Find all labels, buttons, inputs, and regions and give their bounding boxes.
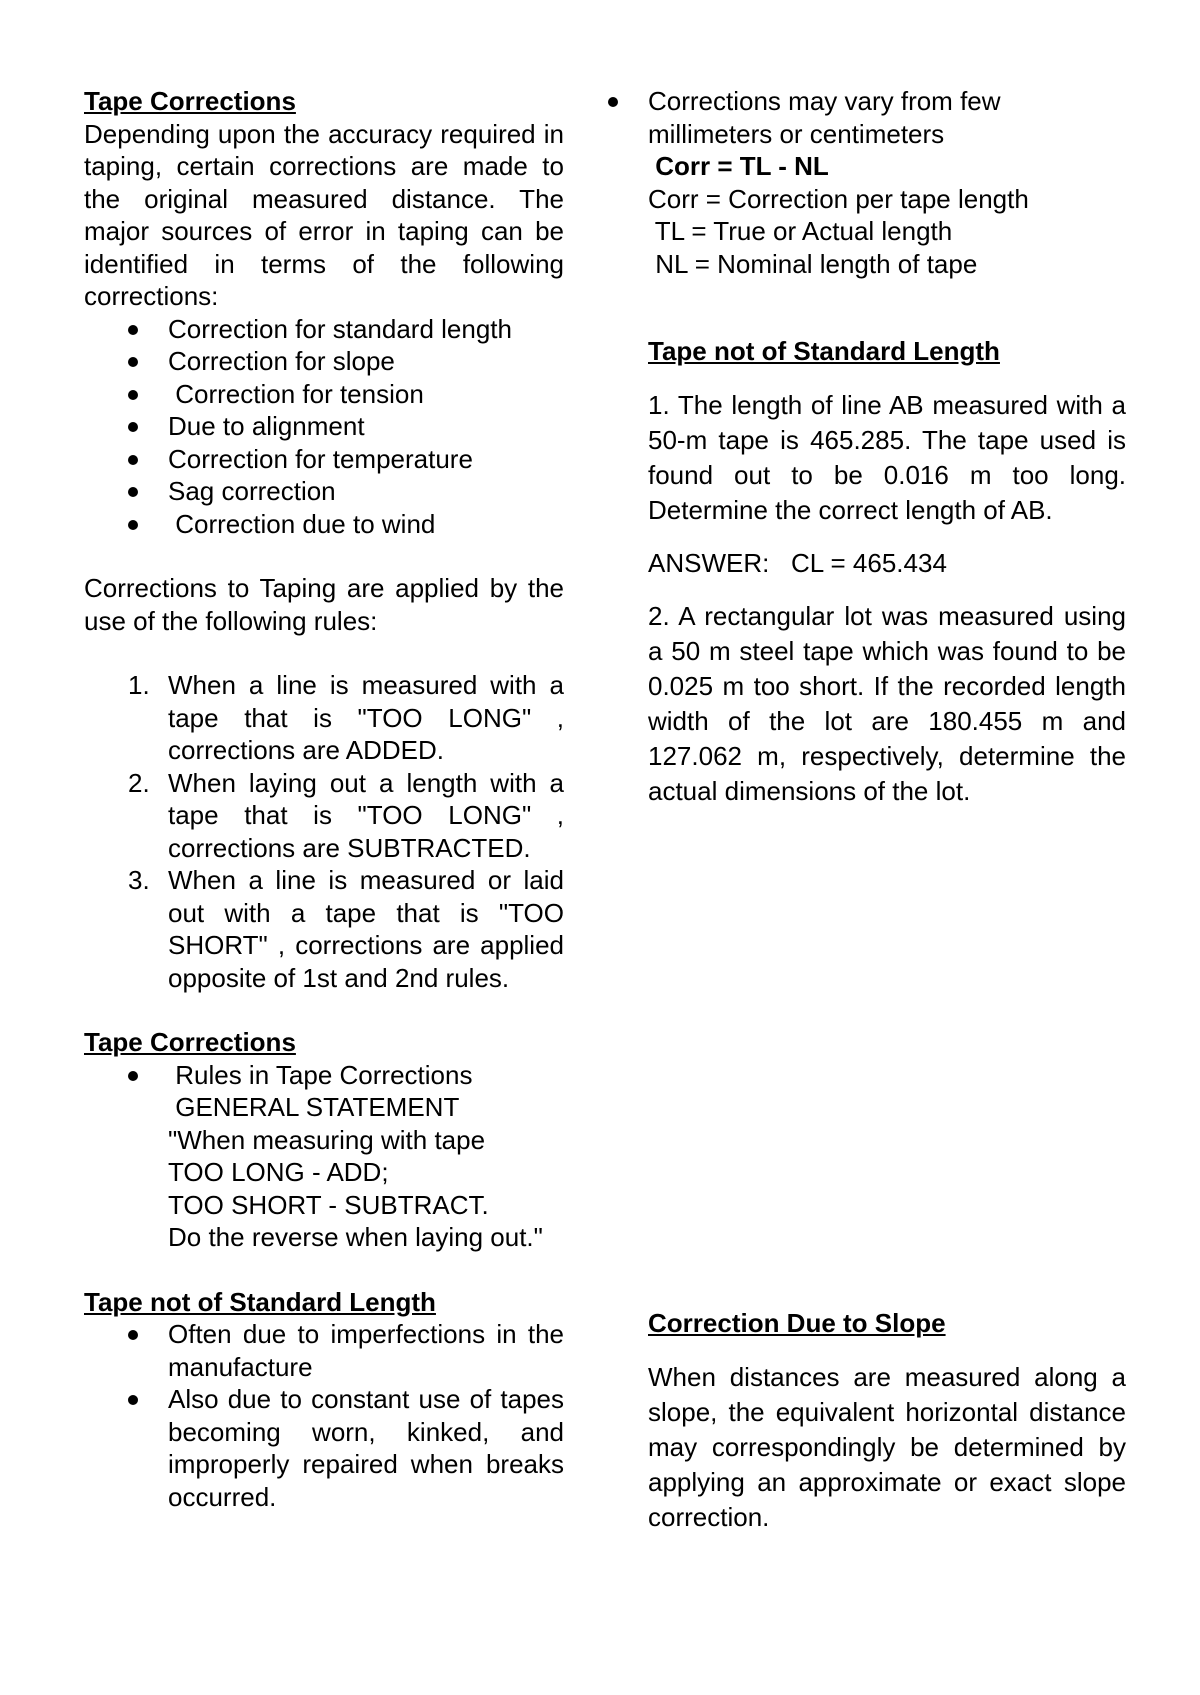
list-item: Often due to imperfections in the manufacture: [84, 1318, 564, 1383]
list-item: [84, 864, 564, 994]
general-statement: GENERAL STATEMENT: [168, 1092, 460, 1122]
left-column: [84, 85, 564, 1513]
rules-intro: Corrections to Taping are applied by the use of the following rules:: [84, 573, 564, 636]
rules-list: [84, 669, 564, 994]
list-item: [564, 85, 1126, 150]
list-item: Correction due to wind: [84, 508, 564, 541]
heading-tape-corrections-2: Tape Corrections: [84, 1027, 296, 1057]
right-column: [648, 85, 1126, 809]
standard-length-list: [84, 1318, 564, 1513]
heading-tape-corrections: Tape Corrections: [84, 86, 296, 116]
problem-1: 1. The length of line AB measured with a 50-m tape is 465.285. The tape used is found out to be 0.016 m too long. Determine the correct length of AB.: [648, 389, 1126, 525]
list-item: [84, 669, 564, 767]
formula: Corr = TL - NL: [648, 151, 829, 181]
list-item: Correction for temperature: [84, 443, 564, 476]
quote-line: Do the reverse when laying out.": [168, 1222, 543, 1252]
rules-bullet-list: [84, 1059, 564, 1092]
definition-nl: NL = Nominal length of tape: [648, 248, 978, 279]
answer-1: ANSWER: CL = 465.434: [648, 547, 947, 578]
quote-line: "When measuring with tape: [168, 1124, 486, 1155]
list-item: Sag correction: [84, 475, 564, 508]
quote-line: TOO SHORT - SUBTRACT.: [168, 1189, 489, 1220]
intro-paragraph: Depending upon the accuracy required in taping, certain corrections are made to the original measured distance. The major sources of error in taping can be identified in terms of the following corrections:: [84, 118, 564, 311]
quote-line: TOO LONG - ADD;: [168, 1157, 389, 1187]
heading-tape-not-standard-right: Tape not of Standard Length: [648, 336, 1000, 366]
rule-number: 3.: [128, 865, 150, 895]
rule-number: 2.: [128, 767, 150, 798]
slope-paragraph: When distances are measured along a slope, the equivalent horizontal distance may correspondingly be determined by applying an approximate or exact slope correction.: [648, 1361, 1126, 1532]
rule-text: When laying out a length with a tape that is "TOO LONG" , corrections are SUBTRACTED.: [168, 767, 564, 863]
rule-number: 1.: [128, 670, 150, 700]
heading-tape-not-standard: Tape not of Standard Length: [84, 1286, 436, 1317]
list-item: Correction for tension: [84, 378, 564, 411]
definition-corr: Corr = Correction per tape length: [648, 183, 1029, 214]
definition-tl: TL = True or Actual length: [648, 216, 953, 246]
rule-text: When a line is measured with a tape that is "TOO LONG" , corrections are ADDED.: [168, 670, 564, 765]
vary-text: Corrections may vary from few millimeters or centimeters: [648, 86, 1001, 149]
list-item: Also due to constant use of tapes becoming worn, kinked, and improperly repaired when breaks occurred.: [84, 1383, 564, 1513]
list-item: Rules in Tape Corrections: [84, 1059, 564, 1092]
corrections-list: [84, 313, 564, 541]
list-item: Due to alignment: [84, 410, 564, 443]
problem-2: 2. A rectangular lot was measured using a 50 m steel tape which was found to be 0.025 m too short. If the recorded length width of the lot are 180.455 m and 127.062 m, respectively, determine the actual dimensions of the lot.: [648, 600, 1126, 806]
slope-section: [648, 1307, 1126, 1535]
rule-text: When a line is measured or laid out with a tape that is "TOO SHORT" , corrections are applied opposite of 1st and 2nd rules.: [168, 865, 564, 993]
vary-list: [564, 85, 1126, 150]
list-item: Correction for slope: [84, 345, 564, 378]
heading-correction-slope: Correction Due to Slope: [648, 1308, 946, 1338]
list-item: [84, 767, 564, 865]
list-item: Correction for standard length: [84, 313, 564, 346]
